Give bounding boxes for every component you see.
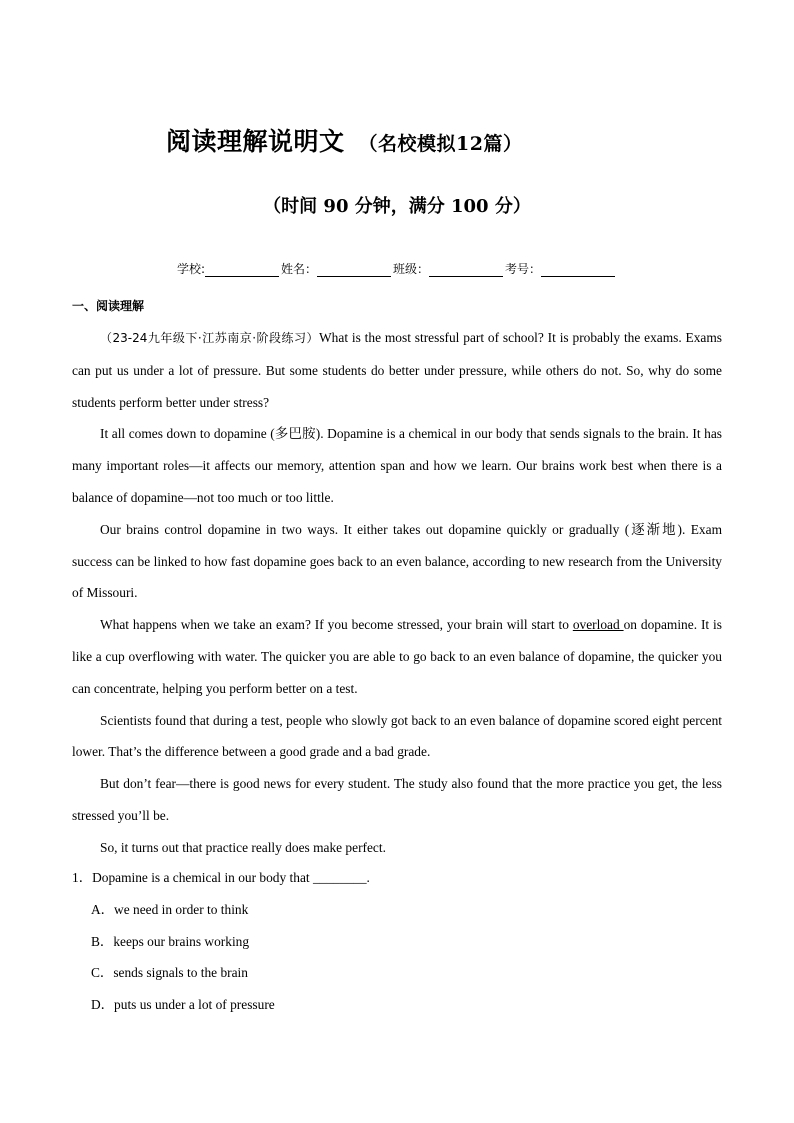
class-label: 班级： (393, 262, 430, 276)
passage-paragraph-1 (72, 322, 722, 418)
time-and-score-note: （时间 90 分钟，满分 100 分） (263, 196, 531, 217)
title-text: 阅读理解说明文 (166, 127, 345, 156)
passage-paragraph-3: Our brains control dopamine in two ways. It either takes out dopamine quickly or gradually (逐渐地). Exam success can be linked to how fast dopamine goes back to an even balance, according to new research from the University of Missouri. (72, 521, 722, 601)
exam-number-blank (541, 264, 615, 277)
passage-paragraph-6: But don’t fear—there is good news for every student. The study also found that the more practice you get, the less stressed you’ll be. (72, 776, 722, 823)
passage-paragraph-7: So, it turns out that practice really does make perfect. (100, 839, 386, 855)
name-label: 姓名： (281, 262, 318, 276)
title-subtitle: （名校模拟12篇） (358, 133, 523, 155)
passage-paragraph-4 (72, 609, 722, 704)
underlined-word: overload (572, 617, 624, 633)
school-label: 学校: (176, 262, 205, 276)
section-heading: 一、阅读理解 (72, 299, 145, 313)
paragraph-4-text-a: What happens when we take an exam? If you become stressed, your brain will start to (100, 617, 573, 633)
reading-passage (72, 322, 722, 864)
question-1 (72, 862, 722, 1021)
option-c: C．sends signals to the brain (91, 965, 248, 981)
document-title (166, 122, 522, 158)
passage-source: （23-24九年级下·江苏南京·阶段练习） (100, 331, 320, 345)
exam-number-label: 考号： (505, 262, 542, 276)
paragraph-1-text: What is the most stressful part of school? It is probably the exams. Exams can put us under a lot of pressure. But some students do better under pressure, while others do not. So, why do some students perform better under stress? (72, 330, 723, 410)
class-blank (429, 264, 503, 277)
option-b: B．keeps our brains working (91, 933, 250, 949)
question-stem: 1．Dopamine is a chemical in our body that ________. (72, 870, 370, 885)
paragraph-4-text-b: on dopamine. It is like a cup overflowing with water. The quicker you are able to go back to an even balance of dopamine, the quicker you can concentrate, helping you perform better on a test. (72, 617, 722, 696)
school-blank (205, 264, 279, 277)
passage-paragraph-2: It all comes down to dopamine (多巴胺). Dopamine is a chemical in our body that sends signals to the brain. It has many important roles—it affects our memory, attention span and how we learn. Our brains work best when there is a balance of dopamine—not too much or too little. (72, 426, 722, 505)
option-a: A．we need in order to think (91, 901, 249, 917)
passage-paragraph-5: Scientists found that during a test, people who slowly got back to an even balance of dopamine scored eight percent lower. That’s the difference between a good grade and a bad grade. (72, 712, 722, 760)
student-info-line (0, 260, 794, 277)
option-d: D．puts us under a lot of pressure (91, 997, 275, 1013)
name-blank (317, 264, 391, 277)
